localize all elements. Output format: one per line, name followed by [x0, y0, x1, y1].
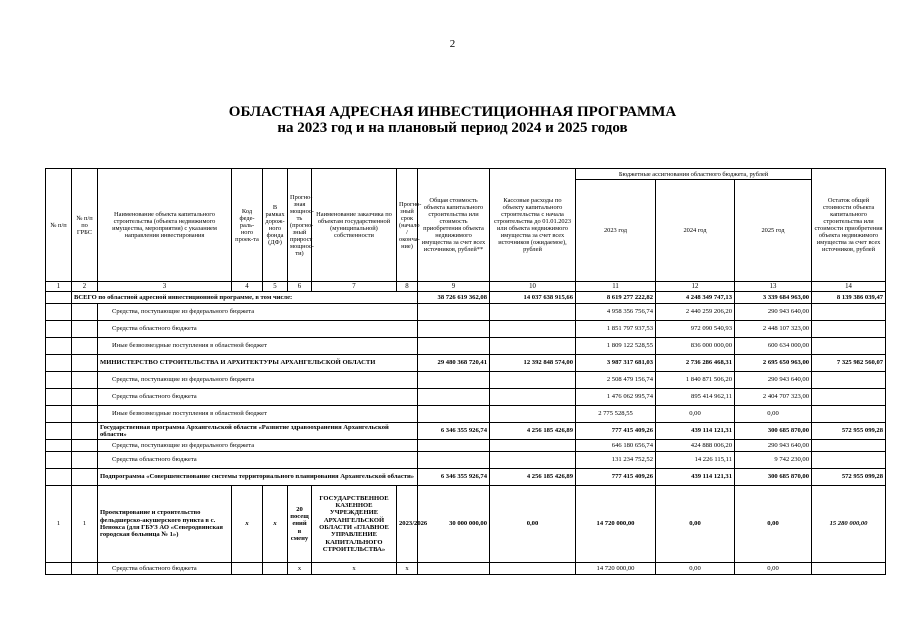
title-line-2: на 2023 год и на плановый период 2024 и 2025 годов	[277, 120, 628, 136]
funding-2024: 0,00	[656, 563, 735, 575]
header-col-10: Кассовые расходы по объекту капитального строительства с начала строительства до 01.01.2023 или объекта недвижимого имущества за счет всех источников (ожидаемое), рублей	[490, 169, 576, 282]
project-federal-code: х	[232, 486, 263, 563]
funding-2024: 1 840 871 506,20	[656, 372, 735, 389]
funding-2025: 0,00	[735, 406, 812, 423]
funding-2024: 0,00	[656, 406, 735, 423]
ministry-remaining: 7 325 982 560,07	[812, 355, 886, 372]
funding-2025: 290 943 640,00	[735, 372, 812, 389]
project-number: 1	[46, 486, 72, 563]
funding-2024: 14 226 115,11	[656, 452, 735, 469]
total-spent: 14 037 638 915,66	[490, 292, 576, 304]
funding-2024: 836 000 000,00	[656, 338, 735, 355]
funding-2025: 290 943 640,00	[735, 304, 812, 321]
col-number: 12	[656, 282, 735, 292]
funding-2023: 4 958 356 756,74	[576, 304, 656, 321]
funding-row	[46, 321, 886, 338]
project-2023: 14 720 000,00	[576, 486, 656, 563]
funding-term: х	[397, 563, 418, 575]
page-number: 2	[449, 38, 456, 50]
funding-row	[46, 372, 886, 389]
header-year-2023: 2023 год	[576, 180, 656, 282]
funding-2025: 2 404 707 323,00	[735, 389, 812, 406]
funding-row	[46, 304, 886, 321]
header-col-8: Прогно-зный срок (начало / оконча-ние)	[397, 169, 418, 282]
ministry-2025: 2 695 650 963,00	[735, 355, 812, 372]
state-program-2025: 300 685 870,00	[735, 423, 812, 440]
project-term: 2023/2026	[397, 486, 418, 563]
project-road-fund: х	[263, 486, 288, 563]
project-name: Проектирование и строительство фельдшерско-акушерского пункта в с. Ненокса (для ГБУЗ АО «Северодвинская городская больница № 1»)	[98, 486, 232, 563]
funding-label: Средства, поступающие из федерального бюджета	[98, 372, 418, 389]
header-budget: Бюджетные ассигнования областного бюджета, рублей	[576, 169, 812, 180]
title-line-1: ОБЛАСТНАЯ АДРЕСНАЯ ИНВЕСТИЦИОННАЯ ПРОГРАММА	[228, 104, 677, 120]
col-number: 5	[263, 282, 288, 292]
col-number: 8	[397, 282, 418, 292]
total-2024: 4 248 349 747,13	[656, 292, 735, 304]
col-number: 11	[576, 282, 656, 292]
funding-2024: 972 090 540,93	[656, 321, 735, 338]
col-number: 13	[735, 282, 812, 292]
funding-label: Средства, поступающие из федерального бюджета	[98, 440, 418, 452]
total-remaining: 8 139 386 039,47	[812, 292, 886, 304]
total-label: ВСЕГО по областной адресной инвестиционной программе, в том числе:	[72, 292, 418, 304]
header-col-3: Наименование объекта капитального строительства (объекта недвижимого имущества, мероприятия) с указанием направления инвестирования	[98, 169, 232, 282]
funding-2023: 131 234 752,52	[576, 452, 656, 469]
funding-label: Средства областного бюджета	[98, 452, 418, 469]
project-remaining: 15 280 000,00	[812, 486, 886, 563]
col-number: 14	[812, 282, 886, 292]
state-program-remaining: 572 955 099,28	[812, 423, 886, 440]
col-number: 9	[418, 282, 490, 292]
funding-2024: 895 414 962,11	[656, 389, 735, 406]
ministry-cost: 29 480 368 720,41	[418, 355, 490, 372]
ministry-row	[46, 355, 886, 372]
header-col-1: № п/п	[46, 169, 72, 282]
funding-2023: 1 476 062 995,74	[576, 389, 656, 406]
funding-label: Средства областного бюджета	[98, 563, 232, 575]
funding-2024: 2 440 259 206,20	[656, 304, 735, 321]
col-number: 4	[232, 282, 263, 292]
funding-row	[46, 338, 886, 355]
total-2025: 3 339 684 963,00	[735, 292, 812, 304]
header-col-14: Остаток общей стоимости объекта капитального строительства или стоимости приобретения объекта недвижимого имущества за счет всех источников, рублей	[812, 169, 886, 282]
subprogram-cost: 6 346 355 926,74	[418, 469, 490, 486]
project-2024: 0,00	[656, 486, 735, 563]
subprogram-2025: 300 685 870,00	[735, 469, 812, 486]
funding-2023: 2 508 479 156,74	[576, 372, 656, 389]
col-number: 1	[46, 282, 72, 292]
funding-2025: 9 742 230,00	[735, 452, 812, 469]
col-number: 6	[288, 282, 312, 292]
column-numbers-row	[46, 282, 886, 292]
state-program-2023: 777 415 409,26	[576, 423, 656, 440]
state-program-cost: 6 346 355 926,74	[418, 423, 490, 440]
project-2025: 0,00	[735, 486, 812, 563]
header-row	[46, 169, 886, 180]
header-col-6: Прогно-зная мощнос-ть (прогно-зный прирост мощнос-ти)	[288, 169, 312, 282]
funding-row	[46, 406, 886, 423]
subprogram-2023: 777 415 409,26	[576, 469, 656, 486]
state-program-2024: 439 114 121,31	[656, 423, 735, 440]
state-program-label: Государственная программа Архангельской области «Развитие здравоохранения Архангельской области»	[98, 423, 418, 440]
funding-row	[46, 389, 886, 406]
funding-label: Средства областного бюджета	[98, 321, 418, 338]
col-number: 10	[490, 282, 576, 292]
project-capacity: 20 посещ ений в смену	[288, 486, 312, 563]
document-title	[0, 104, 905, 136]
header-year-2024: 2024 год	[656, 180, 735, 282]
project-cost: 30 000 000,00	[418, 486, 490, 563]
funding-capacity: х	[288, 563, 312, 575]
funding-row	[46, 440, 886, 452]
project-grbs-number: 1	[72, 486, 98, 563]
ministry-spent: 12 392 848 574,00	[490, 355, 576, 372]
subprogram-spent: 4 256 185 426,89	[490, 469, 576, 486]
state-program-row	[46, 423, 886, 440]
funding-2025: 2 448 107 323,00	[735, 321, 812, 338]
total-2023: 8 619 277 222,82	[576, 292, 656, 304]
subprogram-remaining: 572 955 099,28	[812, 469, 886, 486]
col-number: 7	[312, 282, 397, 292]
project-customer: ГОСУДАРСТВЕННОЕ КАЗЕННОЕ УЧРЕЖДЕНИЕ АРХАНГЕЛЬСКОЙ ОБЛАСТИ «ГЛАВНОЕ УПРАВЛЕНИЕ КАПИТАЛЬНОГО СТРОИТЕЛЬСТВА»	[312, 486, 397, 563]
funding-2025: 0,00	[735, 563, 812, 575]
subprogram-2024: 439 114 121,31	[656, 469, 735, 486]
funding-2024: 424 888 006,20	[656, 440, 735, 452]
ministry-2023: 3 987 317 681,03	[576, 355, 656, 372]
funding-2023: 2 775 528,55	[576, 406, 656, 423]
ministry-label: МИНИСТЕРСТВО СТРОИТЕЛЬСТВА И АРХИТЕКТУРЫ АРХАНГЕЛЬСКОЙ ОБЛАСТИ	[98, 355, 418, 372]
funding-2025: 600 634 000,00	[735, 338, 812, 355]
col-number: 3	[98, 282, 232, 292]
funding-label: Иные безвозмездные поступления в областной бюджет	[98, 338, 418, 355]
subprogram-label: Подпрограмма «Совершенствование системы территориального планирования Архангельской области»	[98, 469, 418, 486]
funding-2023: 1 851 797 937,53	[576, 321, 656, 338]
funding-2025: 290 943 640,00	[735, 440, 812, 452]
col-number: 2	[72, 282, 98, 292]
total-cost: 38 726 619 362,08	[418, 292, 490, 304]
ministry-2024: 2 736 286 468,31	[656, 355, 735, 372]
total-row	[46, 292, 886, 304]
header-col-7: Наименование заказчика по объектам государственной (муниципальной) собственности	[312, 169, 397, 282]
project-row	[46, 486, 886, 563]
project-spent: 0,00	[490, 486, 576, 563]
subprogram-row	[46, 469, 886, 486]
funding-label: Средства областного бюджета	[98, 389, 418, 406]
header-year-2025: 2025 год	[735, 180, 812, 282]
funding-2023: 646 180 656,74	[576, 440, 656, 452]
investment-program-table	[45, 168, 886, 575]
header-col-4: Код феде-раль-ного проек-та	[232, 169, 263, 282]
funding-row	[46, 563, 886, 575]
state-program-spent: 4 256 185 426,89	[490, 423, 576, 440]
funding-2023: 1 809 122 528,55	[576, 338, 656, 355]
header-col-9: Общая стоимость объекта капитального строительства или стоимость приобретения объекта недвижимого имущества за счет всех источников, рублей**	[418, 169, 490, 282]
funding-row	[46, 452, 886, 469]
header-col-2: № п/п по ГРБС	[72, 169, 98, 282]
funding-customer: х	[312, 563, 397, 575]
funding-2023: 14 720 000,00	[576, 563, 656, 575]
header-col-5: В рамках дорож-ного фонда (ДФ)	[263, 169, 288, 282]
funding-label: Иные безвозмездные поступления в областной бюджет	[98, 406, 418, 423]
funding-label: Средства, поступающие из федерального бюджета	[98, 304, 418, 321]
